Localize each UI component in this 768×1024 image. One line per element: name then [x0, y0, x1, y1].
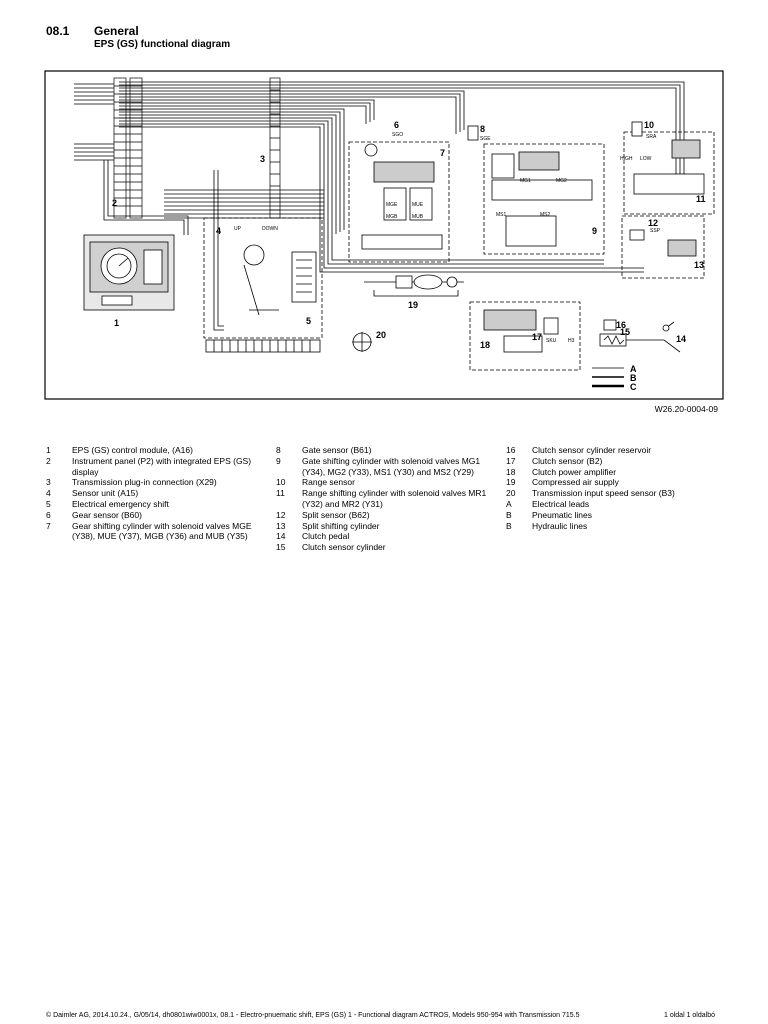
- legend-text: Electrical emergency shift: [72, 498, 169, 509]
- legend-item: [276, 521, 491, 532]
- split-shifting-cylinder-13: [622, 216, 704, 278]
- legend-item: [276, 531, 491, 542]
- label-7: 7: [440, 148, 446, 158]
- legend-text: Gear shifting cylinder with solenoid valves MGE (Y38), MUE (Y37), MGB (Y36) and MUB (Y35): [72, 520, 252, 542]
- small-mgb: MGB: [386, 214, 398, 220]
- legend-column-1: [46, 445, 256, 542]
- legend-key: 11: [276, 488, 285, 499]
- label-8: 8: [480, 124, 486, 134]
- clutch-power-amplifier-18: [470, 302, 580, 370]
- small-low: LOW: [640, 156, 652, 162]
- small-mg2: MG2: [556, 178, 567, 184]
- legend-key: 15: [276, 542, 286, 553]
- legend-text: Clutch sensor cylinder: [302, 542, 386, 553]
- label-9: 9: [592, 226, 598, 236]
- small-high: HIGH: [620, 156, 633, 162]
- footer-text: © Daimler AG, 2014.10.24., G/05/14, dh0801wiw0001x, 08.1 - Electro-pnuematic shift, EPS (GS) 1 - Functional diagram ACTROS, Models 950-954 with Transmission 715.5: [46, 1012, 580, 1019]
- legend-text: Pneumatic lines: [532, 509, 593, 520]
- gear-shifting-cylinder-7: [349, 142, 449, 262]
- plug-in-connection-3: [270, 78, 280, 218]
- legend-key: 12: [276, 509, 286, 520]
- legend-item: [46, 510, 256, 521]
- small-ms2: MS2: [540, 212, 551, 218]
- small-sgo: SGO: [392, 132, 404, 138]
- legend-item: [46, 477, 256, 488]
- compressed-air-supply-19: [364, 275, 464, 296]
- label-20: 20: [376, 330, 387, 340]
- legend-item: [276, 456, 491, 478]
- legend-item: [46, 499, 256, 510]
- label-11: 11: [696, 194, 706, 204]
- legend-item: [506, 521, 726, 532]
- legend-key: 5: [46, 498, 51, 509]
- legend-text: Compressed air supply: [532, 477, 619, 488]
- legend-key: 13: [276, 520, 286, 531]
- legend-key: 16: [506, 445, 516, 455]
- label-10: 10: [644, 120, 655, 130]
- instrument-panel-2: [84, 235, 174, 310]
- legend-text: Electrical leads: [532, 498, 590, 509]
- legend-text: Transmission plug-in connection (X29): [72, 477, 217, 488]
- small-down: DOWN: [262, 226, 278, 232]
- legend-item: [276, 542, 491, 553]
- legend-key: 7: [46, 520, 51, 531]
- legend-key: 14: [276, 531, 286, 542]
- gate-shifting-cylinder-9: [468, 126, 604, 254]
- legend-key: A: [506, 498, 512, 509]
- small-sku: SKU: [546, 338, 557, 344]
- legend-column-3: [506, 445, 726, 531]
- legend-text: Range sensor: [302, 477, 355, 488]
- small-mue: MUE: [412, 202, 424, 208]
- legend-text: Instrument panel (P2) with integrated EPS (GS) display: [72, 455, 252, 477]
- small-sge: SGE: [480, 136, 491, 142]
- legend-item: [506, 499, 726, 510]
- label-15: 15: [620, 327, 631, 337]
- legend-item: [46, 456, 256, 478]
- legend-key: 6: [46, 509, 51, 520]
- small-h3: H3: [568, 338, 575, 344]
- legend-text: Clutch pedal: [302, 531, 350, 542]
- label-12: 12: [648, 218, 659, 228]
- footer-page: 1 oldal 1 oldalbó: [664, 1012, 715, 1019]
- small-mub: MUB: [412, 214, 424, 220]
- legend-text: Clutch sensor cylinder reservoir: [532, 445, 652, 455]
- legend-key: B: [506, 509, 512, 520]
- legend-item: [506, 510, 726, 521]
- legend-item: [506, 445, 726, 456]
- component-numbers: [112, 120, 706, 392]
- label-14: 14: [676, 334, 687, 344]
- section-title: General: [94, 24, 139, 38]
- legend-text: Gate sensor (B61): [302, 445, 372, 455]
- legend-item: [276, 477, 491, 488]
- line-key-b: B: [630, 373, 637, 383]
- legend-item: [276, 510, 491, 521]
- small-sra: SRA: [646, 134, 657, 140]
- label-6: 6: [394, 120, 400, 130]
- legend-item: [506, 467, 726, 478]
- label-16: 16: [616, 320, 627, 330]
- label-1: 1: [114, 318, 120, 328]
- label-19: 19: [408, 300, 419, 310]
- small-ms1: MS1: [496, 212, 507, 218]
- legend-key: 8: [276, 445, 281, 455]
- legend-key: 1: [46, 445, 51, 455]
- legend-key: 3: [46, 477, 51, 488]
- legend-text: Clutch power amplifier: [532, 466, 617, 477]
- small-up: UP: [234, 226, 241, 232]
- legend-item: [46, 488, 256, 499]
- legend-key: 9: [276, 455, 281, 466]
- legend-key: 4: [46, 488, 51, 499]
- legend-item: [46, 445, 256, 456]
- label-18: 18: [480, 340, 491, 350]
- legend-item: [46, 521, 256, 543]
- small-labels: [234, 132, 661, 344]
- eps-functional-diagram: [44, 70, 724, 400]
- legend-text: Sensor unit (A15): [72, 488, 139, 499]
- legend-key: 18: [506, 466, 516, 477]
- line-key-c: C: [630, 382, 637, 392]
- legend-key: 2: [46, 455, 51, 466]
- section-number: 08.1: [46, 24, 70, 38]
- label-13: 13: [694, 260, 705, 270]
- diagram-title: EPS (GS) functional diagram: [94, 39, 231, 50]
- clutch-sensor-assembly: [600, 320, 680, 352]
- legend-text: Split shifting cylinder: [302, 520, 380, 531]
- legend-text: EPS (GS) control module, (A16): [72, 445, 193, 455]
- legend-item: [506, 488, 726, 499]
- legend-text: Hydraulic lines: [532, 520, 588, 531]
- legend-text: Clutch sensor (B2): [532, 455, 603, 466]
- legend-text: Range shifting cylinder with solenoid valves MR1 (Y32) and MR2 (Y31): [302, 488, 487, 509]
- label-3: 3: [260, 154, 266, 164]
- legend-item: [506, 477, 726, 488]
- sensor-unit-group: [204, 218, 322, 352]
- legend-text: Split sensor (B62): [302, 509, 370, 520]
- legend-item: [506, 456, 726, 467]
- small-ssp: SSP: [650, 228, 661, 234]
- small-mg1: MG1: [520, 178, 531, 184]
- input-speed-sensor-20: [352, 332, 372, 352]
- legend-key: 10: [276, 477, 286, 488]
- legend-item: [276, 488, 491, 510]
- legend-item: [276, 445, 491, 456]
- line-type-key: [592, 368, 624, 386]
- legend-key: 20: [506, 488, 516, 499]
- line-key-a: A: [630, 364, 637, 374]
- legend-column-2: [276, 445, 491, 553]
- label-4: 4: [216, 226, 222, 236]
- label-2: 2: [112, 198, 118, 208]
- legend-key: 19: [506, 477, 516, 488]
- label-5: 5: [306, 316, 312, 326]
- footer: [46, 1012, 715, 1019]
- legend-text: Gear sensor (B60): [72, 509, 142, 520]
- legend-key: 17: [506, 455, 516, 466]
- small-mge: MGE: [386, 202, 398, 208]
- legend-text: Transmission input speed sensor (B3): [532, 488, 675, 499]
- legend-text: Gate shifting cylinder with solenoid valves MG1 (Y34), MG2 (Y33), MS1 (Y30) and MS2 (Y29): [302, 455, 481, 477]
- label-17: 17: [532, 332, 543, 342]
- figure-reference: W26.20-0004-09: [654, 404, 718, 414]
- legend-key: B: [506, 520, 512, 531]
